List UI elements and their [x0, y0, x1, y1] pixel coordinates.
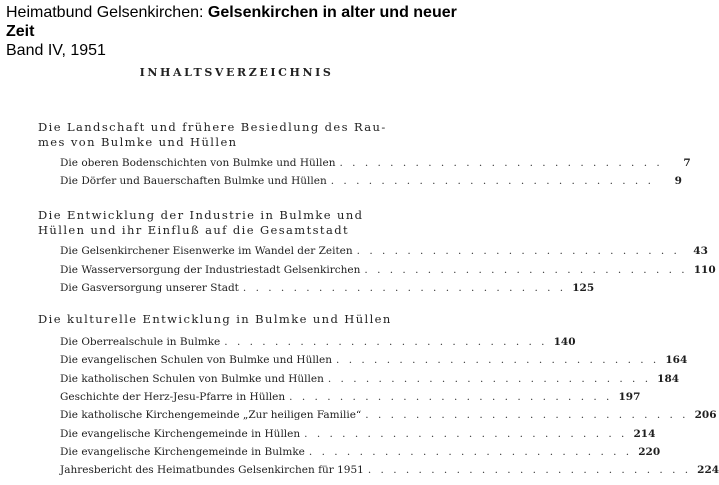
header-volume: Band IV, 1951 [6, 42, 106, 59]
toc-entry [60, 173, 682, 189]
leader-dots: . . . . . . . . . . . . . . . . . . . . . . . . . . [242, 282, 567, 294]
toc-entry-label: Geschichte der Herz-Jesu-Pfarre in Hüllen [60, 391, 286, 403]
toc-entry-page: 214 [633, 428, 656, 440]
toc-entry-label: Die katholische Kirchengemeinde „Zur heiligen Familie“ [60, 409, 362, 421]
toc-entry [60, 426, 656, 442]
toc-entry-label: Die evangelische Kirchengemeinde in Hüllen [60, 428, 301, 440]
toc-entry-page: 7 [683, 157, 691, 169]
toc-entry-label: Die Gelsenkirchener Eisenwerke im Wandel der Zeiten [60, 245, 353, 257]
toc-entry [60, 407, 717, 423]
toc-entry [60, 462, 719, 478]
toc-entry-page: 224 [697, 464, 719, 476]
section-heading-line: Hüllen und ihr Einfluß auf die Gesamtstadt [38, 223, 349, 237]
toc-entry-page: 206 [694, 409, 717, 421]
toc-entry-label: Jahresbericht des Heimatbundes Gelsenkirchen für 1951 [60, 464, 364, 476]
leader-dots: . . . . . . . . . . . . . . . . . . . . . . . . . . [365, 409, 689, 421]
toc-entry-label: Die evangelische Kirchengemeinde in Bulmke [60, 446, 305, 458]
toc-entry [60, 334, 576, 350]
leader-dots: . . . . . . . . . . . . . . . . . . . . . . . . . . [364, 264, 688, 276]
toc-entry-page: 125 [572, 282, 595, 294]
section-heading [38, 120, 458, 150]
toc-entry-label: Die katholischen Schulen von Bulmke und Hüllen [60, 373, 324, 385]
header-line-1 [6, 3, 473, 41]
toc-entry-page: 220 [638, 446, 661, 458]
toc-entry [60, 155, 691, 171]
toc-entry [60, 262, 716, 278]
toc-entry-page: 197 [618, 391, 641, 403]
leader-dots: . . . . . . . . . . . . . . . . . . . . . . . . . . [330, 175, 654, 187]
leader-dots: . . . . . . . . . . . . . . . . . . . . . . . . . . [336, 354, 660, 366]
toc-entry-label: Die evangelischen Schulen von Bulmke und Hüllen [60, 354, 333, 366]
section-heading [38, 208, 458, 238]
toc-entry-label: Die Wasserversorgung der Industriestadt Gelsenkirchen [60, 264, 361, 276]
toc-entry-page: 43 [693, 245, 708, 257]
toc-entry-page: 110 [693, 264, 716, 276]
leader-dots: . . . . . . . . . . . . . . . . . . . . . . . . . . [308, 446, 633, 458]
toc-entry-page: 140 [553, 336, 576, 348]
leader-dots: . . . . . . . . . . . . . . . . . . . . . . . . . . [327, 373, 652, 385]
toc-entry-page: 164 [665, 354, 688, 366]
toc-entry-label: Die oberen Bodenschichten von Bulmke und Hüllen [60, 157, 336, 169]
toc-entry-label: Die Gasversorgung unserer Stadt [60, 282, 239, 294]
toc-entry [60, 243, 708, 259]
section-heading-line: Die Landschaft und frühere Besiedlung des Rau- [38, 120, 387, 134]
toc-entry [60, 280, 595, 296]
header-book-title: Gelsenkirchen in alter und neuer Zeit [6, 4, 457, 40]
section-heading-line: Die Entwicklung der Industrie in Bulmke und [38, 208, 364, 222]
section-heading-line: Die kulturelle Entwicklung in Bulmke und Hüllen [38, 312, 392, 326]
toc-entry-label: Die Dörfer und Bauerschaften Bulmke und Hüllen [60, 175, 327, 187]
leader-dots: . . . . . . . . . . . . . . . . . . . . . . . . . . [367, 464, 692, 476]
toc-entry [60, 389, 641, 405]
toc-entry [60, 352, 688, 368]
toc-entry-label: Die Oberrealschule in Bulmke [60, 336, 221, 348]
toc-entry-page: 184 [657, 373, 680, 385]
leader-dots: . . . . . . . . . . . . . . . . . . . . . . . . . . [289, 391, 613, 403]
header-publisher: Heimatbund Gelsenkirchen: [6, 4, 208, 21]
toc-title: INHALTSVERZEICHNIS [139, 66, 334, 79]
leader-dots: . . . . . . . . . . . . . . . . . . . . . . . . . . [339, 157, 663, 169]
section-heading-line: mes von Bulmke und Hüllen [38, 135, 238, 149]
toc-entry [60, 444, 661, 460]
section-heading [38, 312, 458, 327]
document-header [6, 3, 473, 60]
toc-entry [60, 371, 680, 387]
leader-dots: . . . . . . . . . . . . . . . . . . . . . . . . . . [304, 428, 628, 440]
leader-dots: . . . . . . . . . . . . . . . . . . . . . . . . . . [224, 336, 548, 348]
leader-dots: . . . . . . . . . . . . . . . . . . . . . . . . . . [356, 245, 680, 257]
toc-entry-page: 9 [674, 175, 682, 187]
